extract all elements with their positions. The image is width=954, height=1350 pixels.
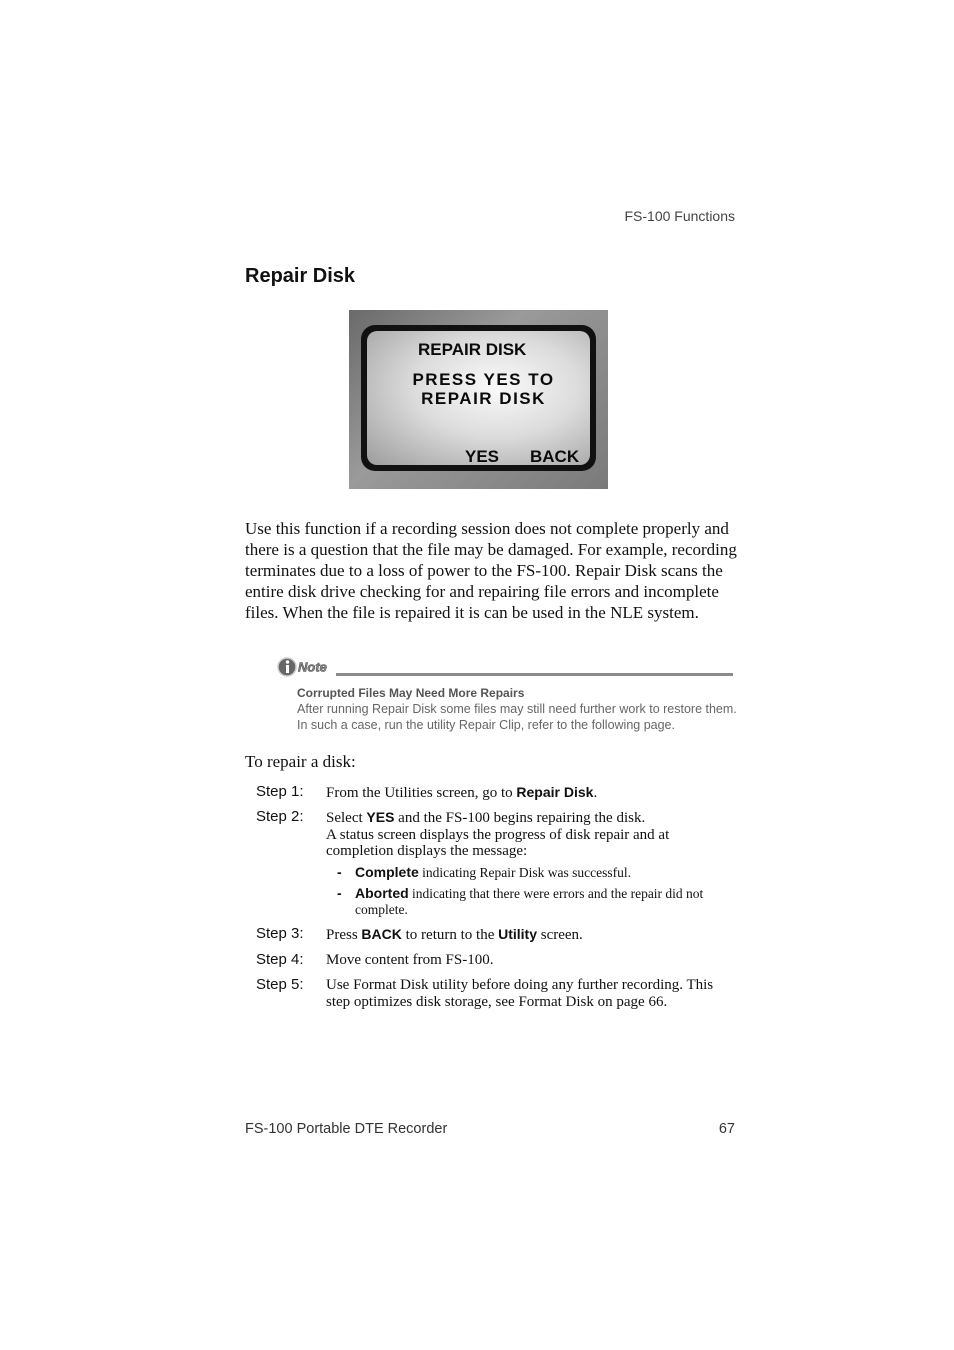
- step-label: Step 3:: [256, 925, 304, 942]
- note-divider: [336, 673, 733, 676]
- step-label: Step 2:: [256, 808, 304, 825]
- bullet-dash: -: [337, 864, 342, 880]
- ui-term: YES: [366, 809, 395, 825]
- step-text: Move content from FS-100.: [326, 952, 494, 968]
- running-header: FS-100 Functions: [624, 208, 735, 224]
- bullet-dash: -: [337, 885, 342, 901]
- footer-product: FS-100 Portable DTE Recorder: [245, 1121, 448, 1137]
- step-text: From the Utilities screen, go to Repair Disk.: [326, 784, 598, 801]
- status-term: Aborted: [355, 885, 409, 901]
- lcd-display: [367, 331, 590, 465]
- step-label: Step 4:: [256, 951, 304, 968]
- lcd-back-softkey: BACK: [530, 447, 580, 466]
- page-number: 67: [718, 1121, 735, 1137]
- lcd-yes-softkey: YES: [465, 447, 500, 466]
- note-icon-label: Note: [298, 659, 327, 675]
- note-icon: [277, 656, 337, 678]
- bullet-item: Aborted indicating that there were errors and the repair did not complete.: [355, 885, 704, 917]
- ui-term: Utility: [498, 926, 537, 942]
- note-text: After running Repair Disk some files may still need further work to restore them. In such a case, run the utility Repair Clip, refer to the following page.: [297, 702, 737, 732]
- bullet-item: Complete indicating Repair Disk was successful.: [355, 864, 631, 880]
- section-title: Repair Disk: [245, 265, 356, 287]
- note-heading: Corrupted Files May Need More Repairs: [297, 686, 525, 700]
- lcd-screen-illustration: [349, 310, 608, 489]
- step-text: Select YES and the FS-100 begins repairing the disk. A status screen displays the progress of disk repair and at completion displays the message:: [326, 809, 670, 859]
- ui-term: BACK: [361, 926, 402, 942]
- step-label: Step 1:: [256, 783, 304, 800]
- step-label: Step 5:: [256, 976, 304, 993]
- step-text: Use Format Disk utility before doing any further recording. This step optimizes disk storage, see Format Disk on page 66.: [326, 977, 714, 1010]
- lcd-message-line2: REPAIR DISK: [421, 389, 546, 408]
- procedure-intro: To repair a disk:: [245, 752, 356, 771]
- lcd-title: REPAIR DISK: [418, 340, 527, 359]
- lcd-message-line1: PRESS YES TO: [412, 370, 555, 389]
- lcd-bezel: [361, 325, 596, 471]
- status-term: Complete: [355, 864, 419, 880]
- step-text: Press BACK to return to the Utility screen.: [326, 926, 583, 943]
- ui-term: Repair Disk: [516, 784, 594, 800]
- body-paragraph: Use this function if a recording session does not complete properly and there is a question that the file may be damaged. For example, recording terminates due to a loss of power to the FS-100. Repair Disk scans the entire disk drive checking for and repairing file errors and incomplete files. When the file is repaired it is can be used in the NLE system.: [245, 519, 737, 622]
- lcd-message: [367, 370, 590, 408]
